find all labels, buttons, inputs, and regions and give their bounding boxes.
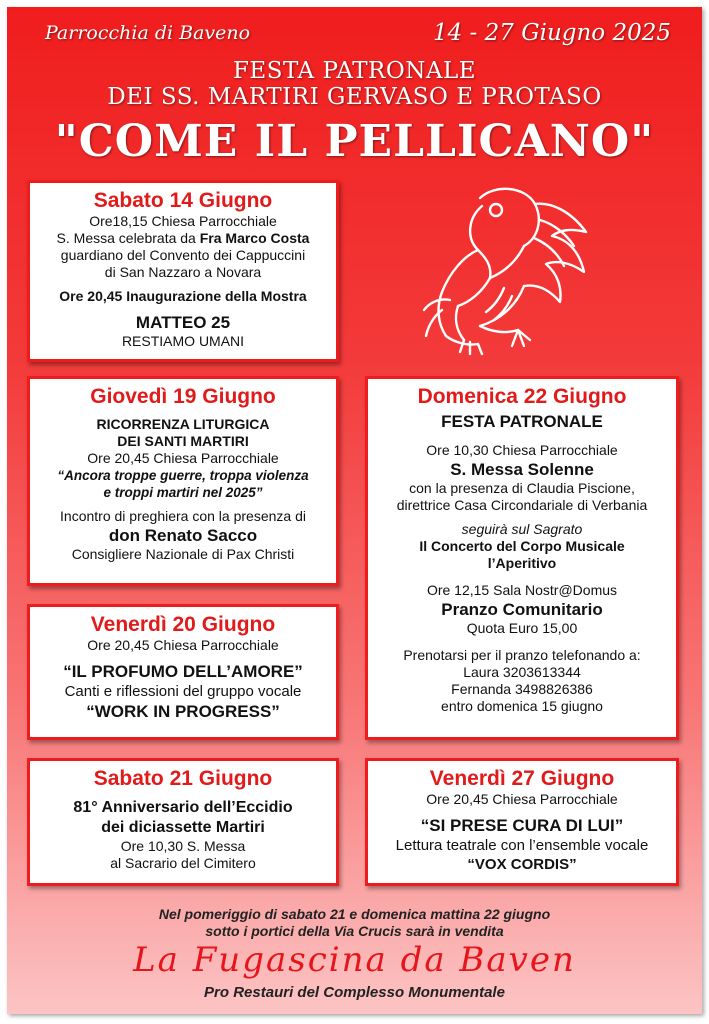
footer-product-name: La Fugascina da Baven: [133, 940, 576, 980]
event-line: guardiano del Convento dei Cappuccini: [60, 247, 306, 263]
group-name: “VOX CORDIS”: [467, 856, 577, 873]
main-title: "COME IL PELLICANO": [54, 116, 655, 167]
event-title: Sabato 14 Giugno: [93, 189, 273, 212]
event-line: DEI SANTI MARTIRI: [117, 433, 249, 449]
event-line: S. Messa Solenne: [450, 460, 594, 479]
event-line: entro domenica 15 giugno: [441, 698, 603, 714]
event-line: Quota Euro 15,00: [466, 620, 578, 636]
event-line: direttrice Casa Circondariale di Verbania: [396, 497, 648, 513]
event-text: S. Messa celebrata da: [56, 230, 200, 246]
event-line: al Sacrario del Cimitero: [110, 855, 256, 871]
footer-cause: Pro Restauri del Complesso Monumentale: [204, 984, 505, 1001]
event-line: Il Concerto del Corpo Musicale: [419, 538, 625, 554]
event-show-title: “IL PROFUMO DELL’AMORE”: [63, 662, 303, 681]
event-line: RICORRENZA LITURGICA: [96, 416, 270, 432]
exhibition-title: MATTEO 25: [135, 313, 231, 332]
festival-title: FESTA PATRONALE: [232, 58, 477, 84]
event-line: Canti e riflessioni del gruppo vocale: [64, 683, 302, 700]
event-line: di San Nazzaro a Novara: [104, 264, 262, 280]
event-line: [30, 230, 336, 247]
event-box-thu19: [27, 376, 339, 586]
event-dates: 14 - 27 Giugno 2025: [432, 20, 671, 46]
celebrant-name: Fra Marco Costa: [199, 230, 310, 246]
event-line: Incontro di preghiera con la presenza di: [60, 508, 306, 524]
footer-note: Nel pomeriggio di sabato 21 e domenica mattina 22 giugno: [158, 906, 551, 922]
event-title: Venerdì 20 Giugno: [90, 613, 276, 636]
event-line: Prenotarsi per il pranzo telefonando a:: [403, 647, 641, 663]
parish-name: Parrocchia di Baveno: [45, 22, 251, 44]
event-line: Ore 20,45 Inaugurazione della Mostra: [59, 288, 307, 304]
event-line: Ore 20,45 Chiesa Parrocchiale: [87, 637, 279, 653]
event-line: Ore 10,30 S. Messa: [120, 838, 246, 854]
phone-contact: Laura 3203613344: [463, 664, 581, 680]
event-line: Ore 20,45 Chiesa Parrocchiale: [87, 450, 279, 466]
event-line: Ore18,15 Chiesa Parrocchiale: [89, 213, 277, 229]
event-line: dei diciassette Martiri: [101, 819, 265, 836]
event-box-sat21: [27, 758, 339, 886]
exhibition-subtitle: RESTIAMO UMANI: [121, 333, 245, 349]
event-title: Sabato 21 Giugno: [93, 767, 273, 790]
event-quote: e troppi martiri nel 2025”: [103, 485, 263, 500]
group-name: “WORK IN PROGRESS”: [86, 702, 280, 721]
event-title: Venerdì 27 Giugno: [429, 767, 615, 790]
event-box-fri27: [365, 758, 679, 886]
pelican-icon: [420, 180, 592, 358]
event-quote: “Ancora troppe guerre, troppa violenza: [57, 468, 309, 483]
event-show-title: “SI PRESE CURA DI LUI”: [420, 816, 624, 835]
event-title: Giovedì 19 Giugno: [90, 385, 276, 408]
event-line: Ore 20,45 Chiesa Parrocchiale: [426, 791, 618, 807]
guest-name: don Renato Sacco: [108, 526, 258, 545]
event-line: Lettura teatrale con l’ensemble vocale: [395, 837, 649, 854]
event-line: l’Aperitivo: [487, 555, 557, 571]
event-line: Ore 12,15 Sala Nostr@Domus: [426, 582, 618, 598]
event-line: Ore 10,30 Chiesa Parrocchiale: [426, 442, 618, 458]
event-line: Pranzo Comunitario: [441, 600, 603, 619]
event-title: Domenica 22 Giugno: [417, 385, 627, 408]
event-box-sat14: [27, 180, 339, 362]
event-box-sun22: [365, 376, 679, 740]
event-line: con la presenza di Claudia Piscione,: [409, 480, 635, 496]
guest-role: Consigliere Nazionale di Pax Christi: [71, 546, 295, 562]
event-line: FESTA PATRONALE: [441, 412, 603, 431]
phone-contact: Fernanda 3498826386: [451, 681, 593, 697]
footer-note: sotto i portici della Via Crucis sarà in vendita: [205, 923, 504, 939]
event-line: seguirà sul Sagrato: [461, 521, 583, 537]
festival-subtitle: DEI SS. MARTIRI GERVASO E PROTASO: [107, 84, 602, 110]
event-box-fri20: [27, 604, 339, 740]
event-line: 81° Anniversario dell’Eccidio: [73, 799, 293, 816]
